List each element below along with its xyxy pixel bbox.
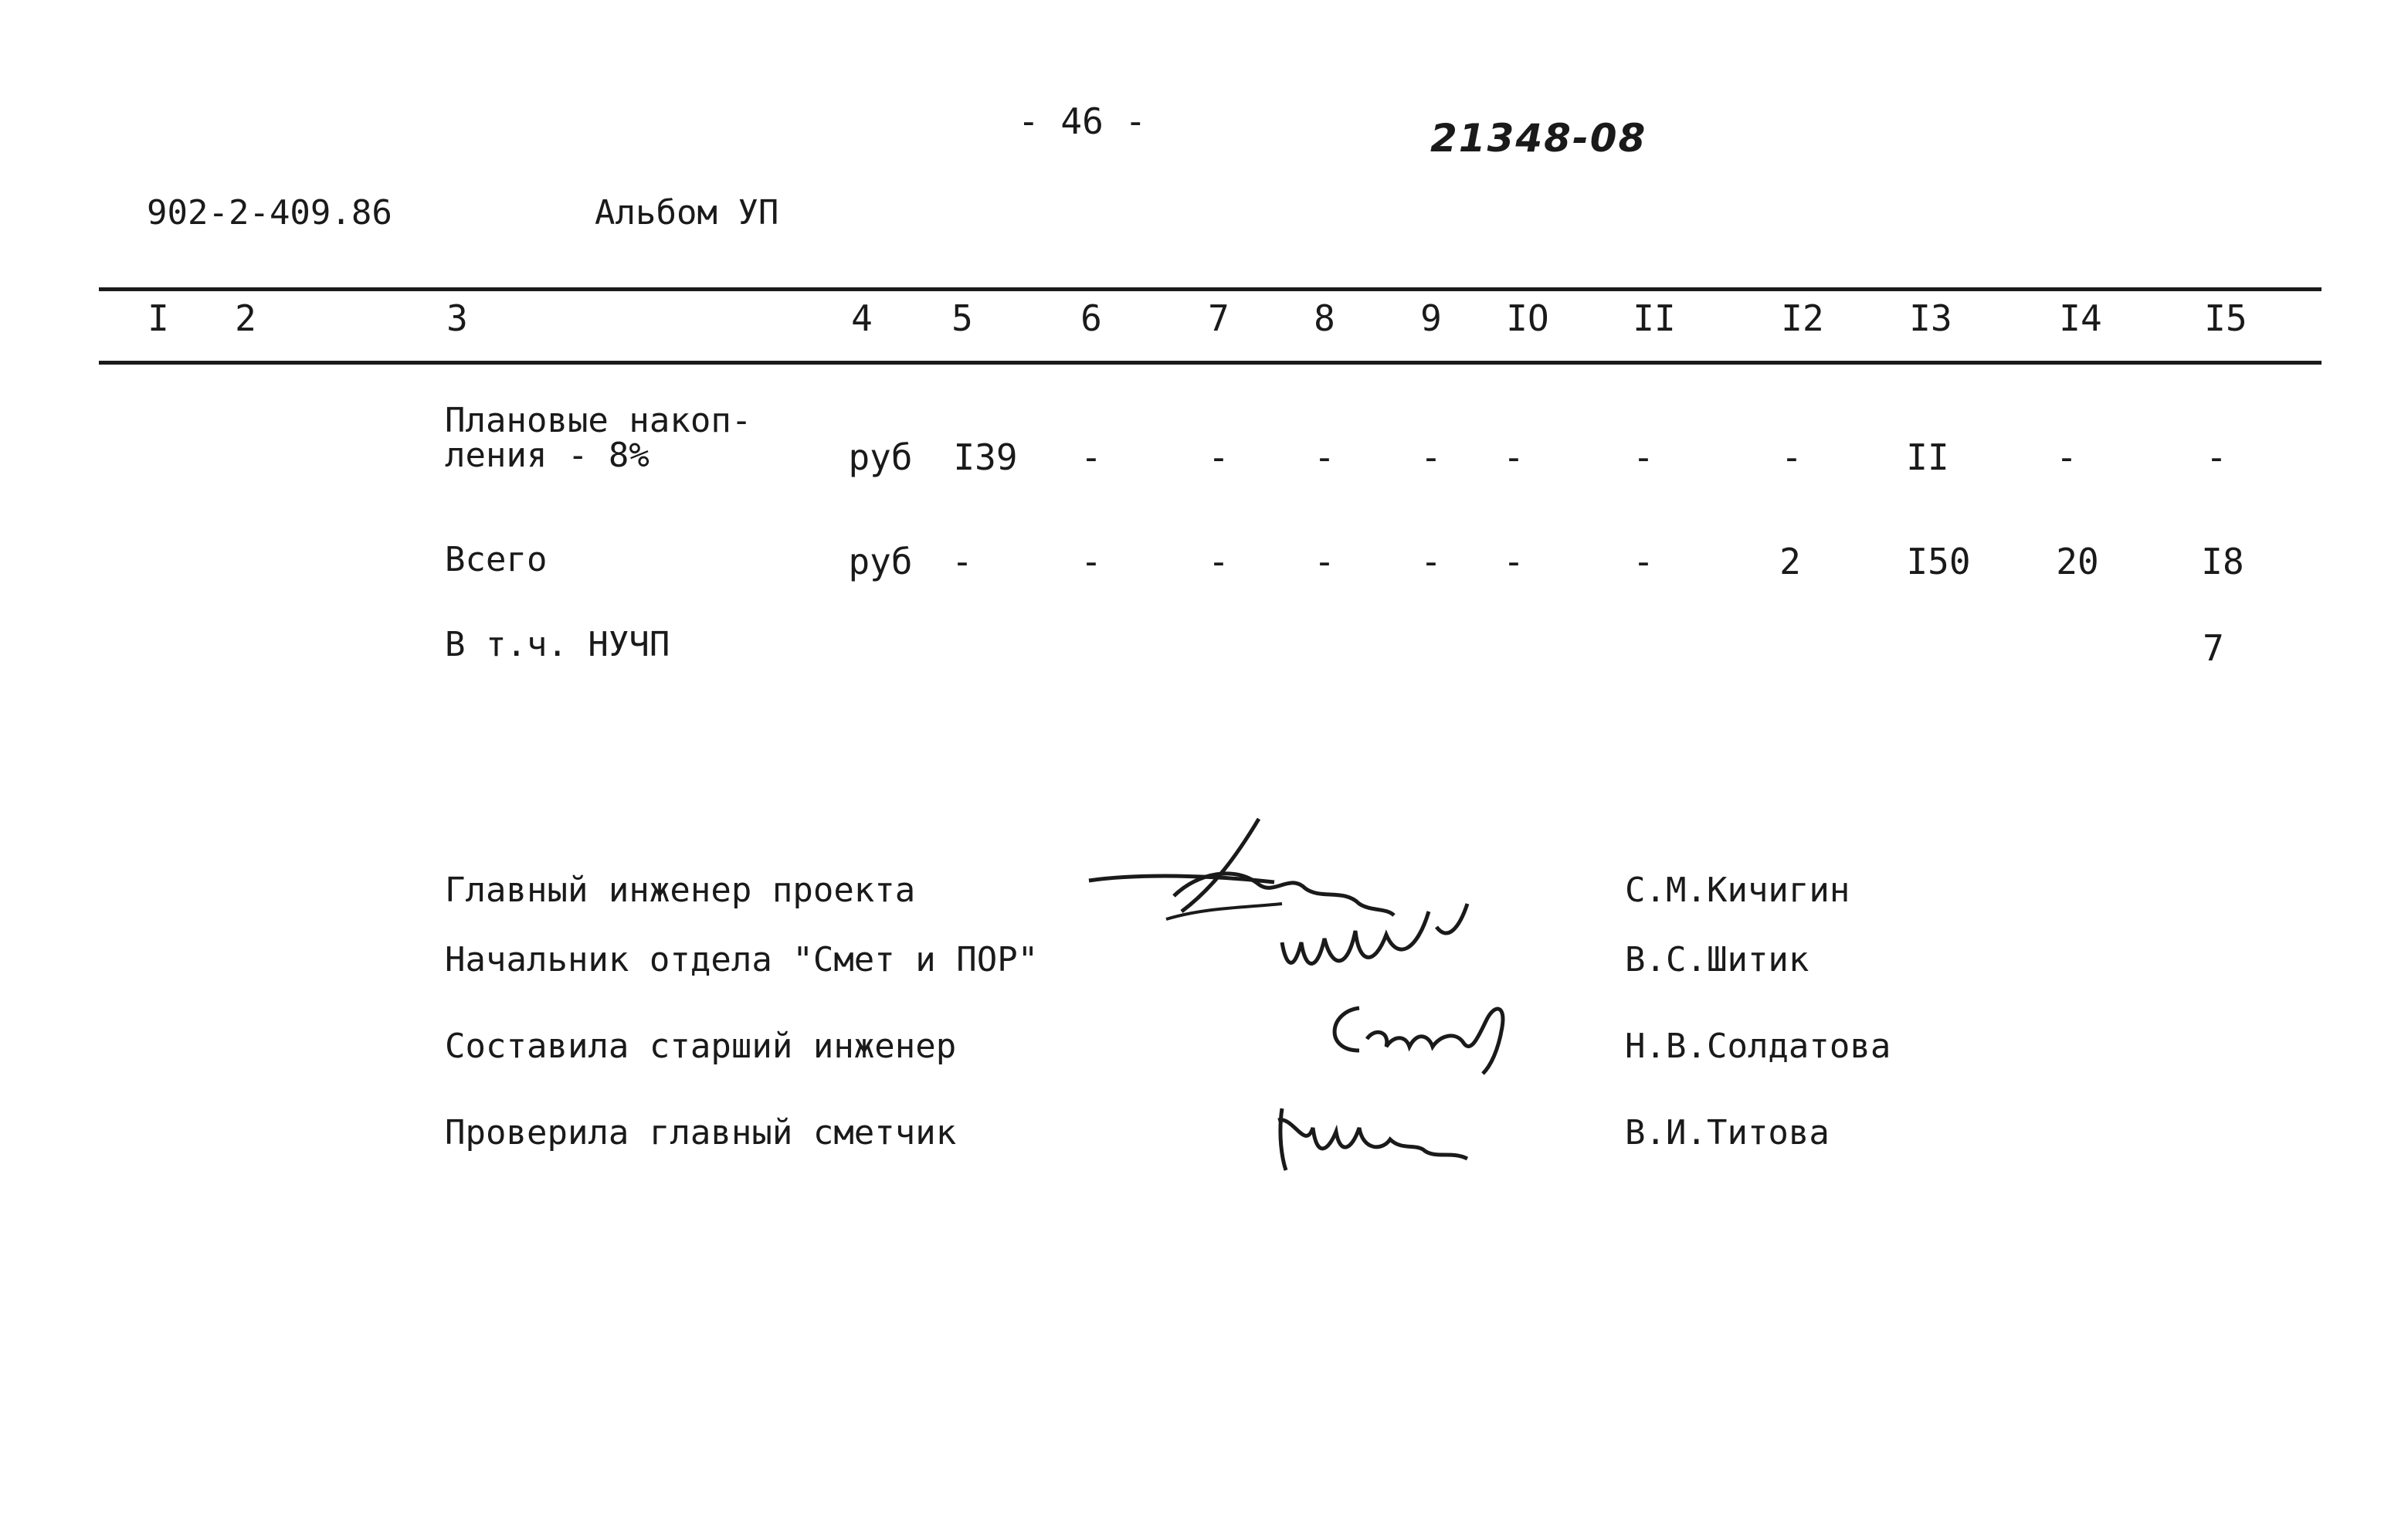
- table-cell: -: [1503, 541, 1525, 582]
- signer-role: Начальник отдела "Смет и ПОР": [445, 940, 1039, 979]
- table-cell: 20: [2056, 541, 2099, 582]
- table-cell: -: [2206, 436, 2227, 478]
- row-label: В т.ч. НУЧП: [445, 625, 670, 664]
- signer-name: С.М.Кичигин: [1625, 871, 1850, 910]
- table-cell: I50: [1906, 541, 1971, 582]
- column-number: 6: [1080, 297, 1102, 339]
- column-number: I2: [1781, 297, 1824, 339]
- table-cell: -: [1781, 436, 1803, 478]
- column-number: 2: [235, 297, 256, 339]
- table-cell: -: [1080, 541, 1102, 582]
- column-number: 9: [1420, 297, 1442, 339]
- column-number: 8: [1314, 297, 1335, 339]
- project-code: 902-2-409.86: [147, 193, 392, 233]
- column-number: IO: [1506, 297, 1549, 339]
- signer-name: В.С.Шитик: [1625, 940, 1809, 979]
- table-cell: -: [1314, 541, 1335, 582]
- column-number: I3: [1909, 297, 1952, 339]
- document-code: 21348-08: [1430, 116, 1647, 161]
- table-header-rule: [99, 361, 2322, 365]
- column-number: 7: [1208, 297, 1229, 339]
- column-number: 4: [851, 297, 873, 339]
- signature-scribble: [1267, 1097, 1498, 1185]
- row-label-line: ления - 8%: [445, 436, 649, 475]
- table-cell: II: [1906, 436, 1949, 478]
- table-cell: -: [1633, 541, 1654, 582]
- table-cell: 2: [1779, 541, 1801, 582]
- album-label: Альбом УП: [595, 193, 779, 233]
- table-cell: -: [1208, 436, 1229, 478]
- table-cell: -: [1314, 436, 1335, 478]
- column-number: II: [1633, 297, 1676, 339]
- column-number: I: [148, 297, 169, 339]
- signer-name: В.И.Титова: [1625, 1113, 1830, 1152]
- column-number: 3: [446, 297, 468, 339]
- table-cell: 7: [2203, 627, 2224, 669]
- column-number: I5: [2204, 297, 2247, 339]
- signer-role: Главный инженер проекта: [445, 871, 916, 910]
- table-cell: -: [1420, 541, 1442, 582]
- row-label-line: Плановые накоп-: [445, 401, 752, 440]
- table-cell: -: [951, 541, 973, 582]
- table-cell: -: [1208, 541, 1229, 582]
- table-cell: -: [1633, 436, 1654, 478]
- unit-cell: руб: [848, 541, 913, 582]
- row-label: Всего: [445, 540, 548, 579]
- table-cell: -: [1420, 436, 1442, 478]
- page-number: - 46 -: [1018, 100, 1147, 142]
- unit-cell: руб: [848, 436, 913, 478]
- column-number: I4: [2059, 297, 2102, 339]
- signer-role: Составила старший инженер: [445, 1027, 957, 1066]
- table-cell: -: [1080, 436, 1102, 478]
- signer-role: Проверила главный сметчик: [445, 1113, 957, 1152]
- signature-scribble: [1274, 896, 1506, 992]
- column-number: 5: [951, 297, 973, 339]
- signature-scribble: [1313, 996, 1529, 1085]
- signer-name: Н.В.Солдатова: [1625, 1027, 1891, 1066]
- table-cell: -: [2056, 436, 2077, 478]
- table-cell: -: [1503, 436, 1525, 478]
- table-top-rule: [99, 287, 2322, 291]
- table-cell: I39: [953, 436, 1018, 478]
- table-cell: I8: [2201, 541, 2244, 582]
